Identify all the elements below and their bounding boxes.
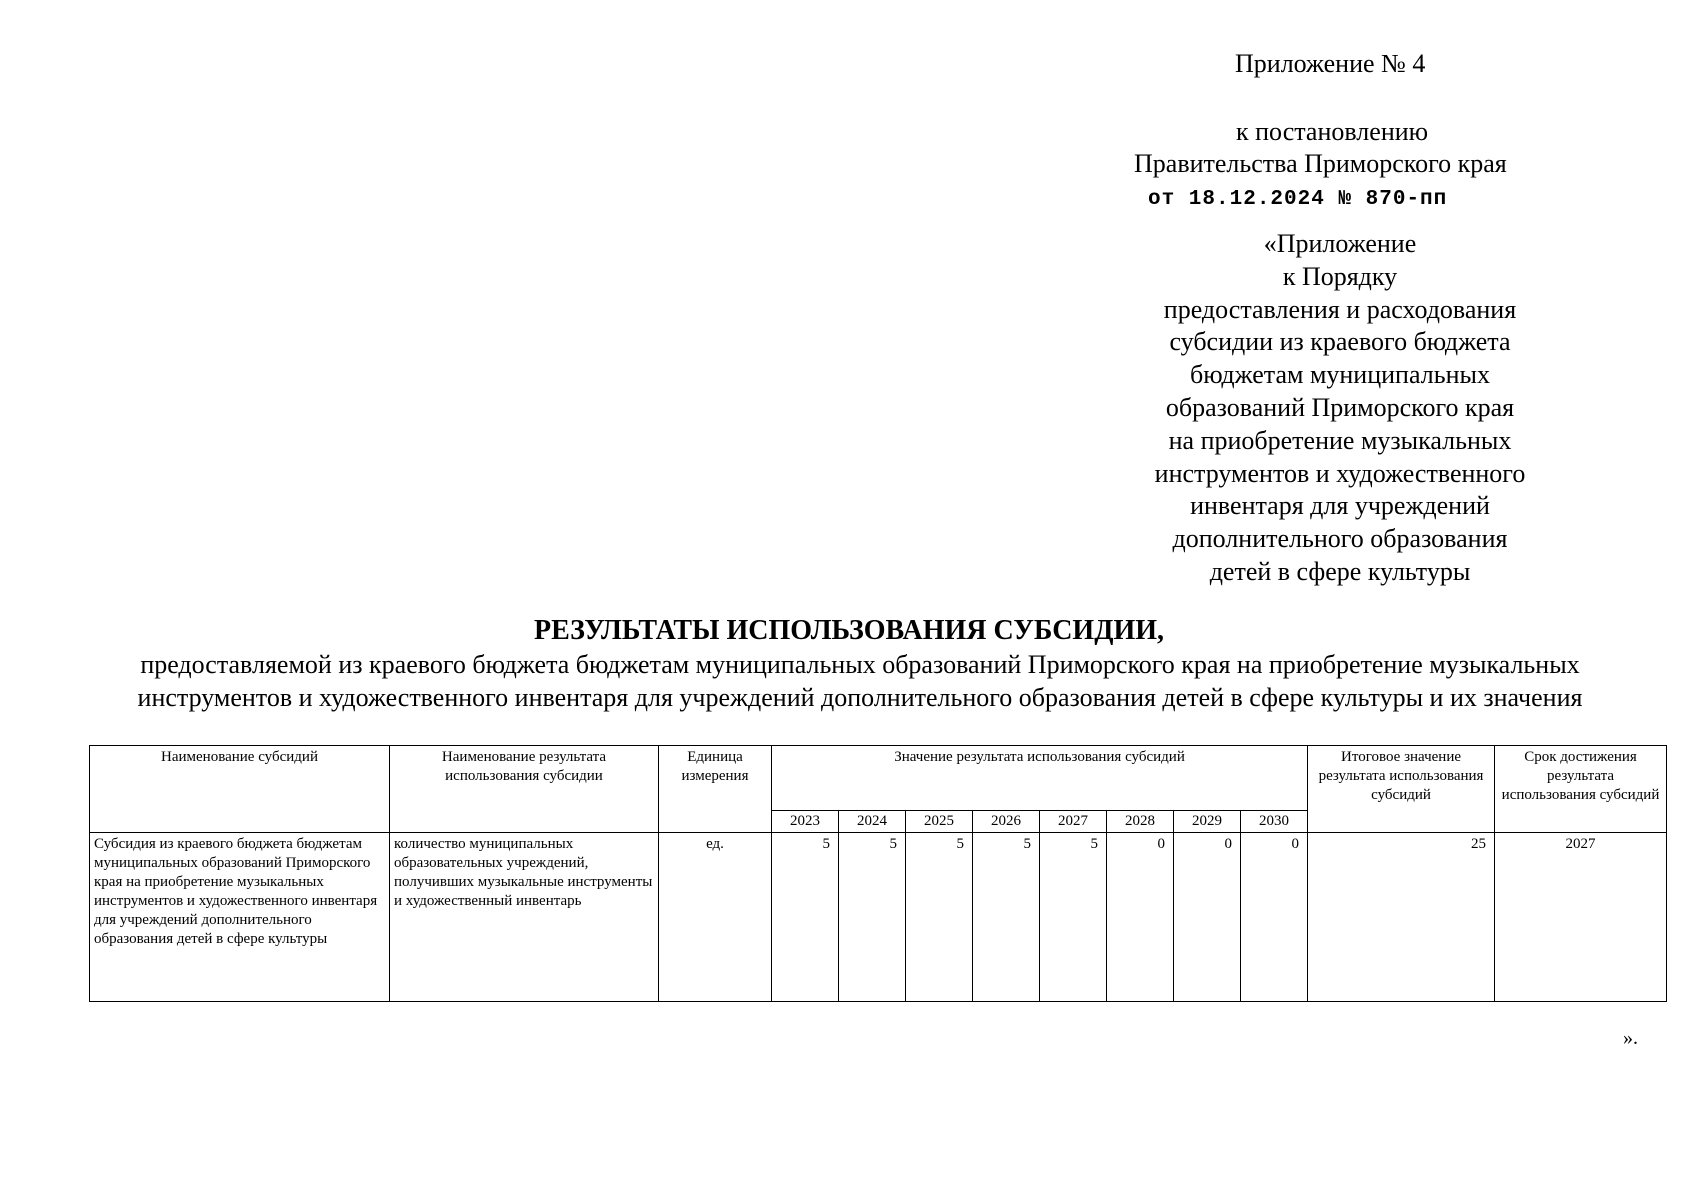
to-resolution-line: к постановлению (1236, 117, 1429, 146)
order-appendix-block (1120, 228, 1560, 589)
order-appendix-line: инструментов и художественного (1154, 458, 1526, 488)
order-appendix-line: дополнительного образования (1172, 524, 1508, 554)
year-value-cell: 0 (1107, 833, 1174, 1002)
header-subsidy-name: Наименование субсидий (90, 746, 390, 833)
year-value-cell: 5 (1040, 833, 1107, 1002)
subsidy-name-cell: Субсидия из краевого бюджета бюджетам муниципальных образований Приморского края на приобретение музыкальных инструментов и художественного инвентаря для учреждений дополнительного образования детей в сфере культуры (90, 833, 390, 1002)
order-appendix-line: образований Приморского края (1165, 392, 1515, 422)
year-value-cell: 5 (973, 833, 1040, 1002)
year-value-cell: 5 (906, 833, 973, 1002)
header-deadline: Срок достижения результата использования субсидий (1495, 746, 1667, 833)
order-appendix-line: на приобретение музыкальных (1168, 425, 1512, 455)
year-header: 2027 (1040, 811, 1107, 833)
header-result-values: Значение результата использования субсидий (772, 746, 1308, 811)
document-title: РЕЗУЛЬТАТЫ ИСПОЛЬЗОВАНИЯ СУБСИДИИ, (533, 615, 1165, 646)
total-value-cell: 25 (1308, 833, 1495, 1002)
year-value-cell: 5 (839, 833, 906, 1002)
order-appendix-line: предоставления и расходования (1163, 294, 1517, 324)
year-header: 2024 (839, 811, 906, 833)
resolution-date-number: от 18.12.2024 № 870-пп (1148, 188, 1448, 211)
header-unit: Единица измерения (659, 746, 772, 833)
year-value-cell: 5 (772, 833, 839, 1002)
closing-quote-mark: ». (1623, 1027, 1638, 1049)
year-header: 2025 (906, 811, 973, 833)
year-value-cell: 0 (1241, 833, 1308, 1002)
order-appendix-line: инвентаря для учреждений (1190, 491, 1490, 521)
order-appendix-line: «Приложение (1263, 229, 1417, 258)
order-appendix-line: субсидии из краевого бюджета (1169, 327, 1511, 357)
government-line: Правительства Приморского края (1134, 149, 1507, 178)
year-header: 2029 (1174, 811, 1241, 833)
year-value-cell: 0 (1174, 833, 1241, 1002)
appendix-number: Приложение № 4 (1235, 49, 1426, 78)
year-header: 2028 (1107, 811, 1174, 833)
table-row (90, 833, 1667, 1002)
header-result-name: Наименование результата использования субсидии (390, 746, 659, 833)
results-table (89, 745, 1667, 1002)
document-subtitle: предоставляемой из краевого бюджета бюджетам муниципальных образований Приморского края на приобретение музыкальных инструментов и художественного инвентаря для учреждений дополнительного образования детей в сфере культуры и их значения (137, 650, 1583, 712)
year-header: 2030 (1241, 811, 1308, 833)
order-appendix-line: детей в сфере культуры (1209, 556, 1471, 586)
order-appendix-line: к Порядку (1282, 261, 1398, 291)
order-appendix-line: бюджетам муниципальных (1190, 360, 1490, 390)
year-header: 2023 (772, 811, 839, 833)
deadline-cell: 2027 (1495, 833, 1667, 1002)
unit-cell: ед. (659, 833, 772, 1002)
result-name-cell: количество муниципальных образовательных учреждений, получивших музыкальные инструменты и художественный инвентарь (390, 833, 659, 1002)
header-total-value: Итоговое значение результата использования субсидий (1308, 746, 1495, 833)
year-header: 2026 (973, 811, 1040, 833)
